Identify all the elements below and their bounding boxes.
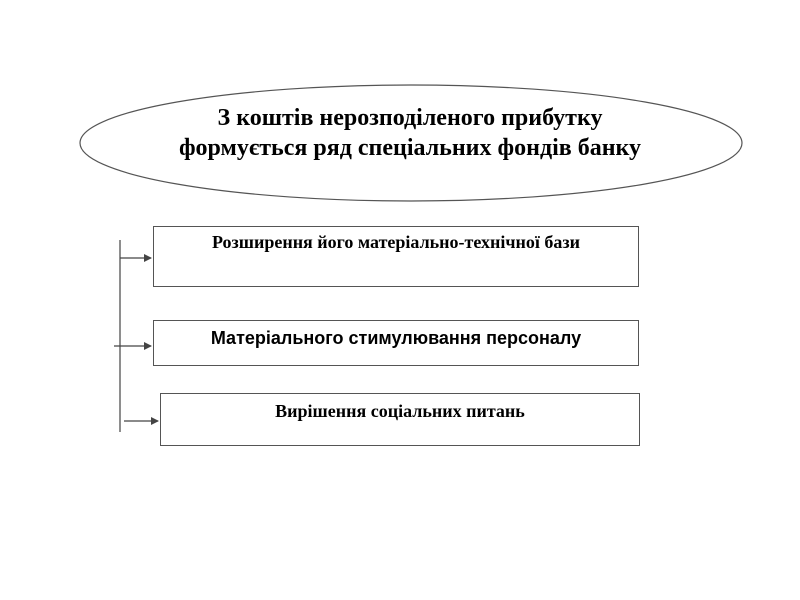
main-oval-text: З коштів нерозподіленого прибутку формується ряд спеціальних фондів банку [178, 105, 642, 161]
branch-box-staff-incentives [153, 320, 639, 366]
branch-box-infrastructure [153, 226, 639, 287]
branch-label-social-issues: Вирішення соціальних питань [275, 401, 525, 421]
branch-box-social-issues [160, 393, 640, 446]
branch-label-staff-incentives: Матеріального стимулювання персоналу [210, 328, 582, 348]
branch-label-infrastructure: Розширення його матеріально-технічної бази [211, 232, 581, 252]
